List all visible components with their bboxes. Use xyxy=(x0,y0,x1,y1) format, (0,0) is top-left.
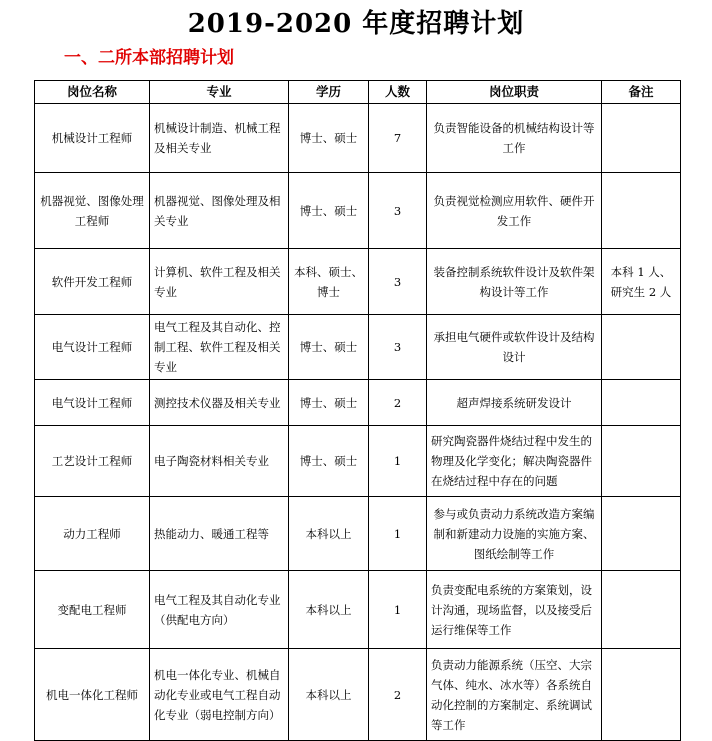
cell-education: 本科以上 xyxy=(289,649,369,741)
table-row xyxy=(35,173,681,249)
cell-note xyxy=(602,315,681,380)
cell-count: 2 xyxy=(369,649,427,741)
cell-position: 机电一体化工程师 xyxy=(35,649,150,741)
cell-note: 本科 1 人、研究生 2 人 xyxy=(602,249,681,315)
cell-education: 本科、硕士、博士 xyxy=(289,249,369,315)
recruitment-table xyxy=(34,80,681,741)
cell-major: 计算机、软件工程及相关专业 xyxy=(150,249,289,315)
cell-position: 电气设计工程师 xyxy=(35,380,150,426)
cell-duty: 承担电气硬件或软件设计及结构设计 xyxy=(427,315,602,380)
cell-education: 本科以上 xyxy=(289,571,369,649)
table-row xyxy=(35,380,681,426)
cell-count: 3 xyxy=(369,315,427,380)
cell-duty: 负责智能设备的机械结构设计等工作 xyxy=(427,104,602,173)
cell-note xyxy=(602,497,681,571)
table-row xyxy=(35,497,681,571)
cell-note xyxy=(602,649,681,741)
page-title: 2019-2020 年度招聘计划 xyxy=(187,9,525,39)
cell-note xyxy=(602,571,681,649)
header-education: 学历 xyxy=(289,81,369,104)
header-count: 人数 xyxy=(369,81,427,104)
cell-major: 机器视觉、图像处理及相关专业 xyxy=(150,173,289,249)
header-position: 岗位名称 xyxy=(35,81,150,104)
cell-count: 1 xyxy=(369,497,427,571)
cell-position: 工艺设计工程师 xyxy=(35,426,150,497)
cell-education: 博士、硕士 xyxy=(289,104,369,173)
cell-count: 3 xyxy=(369,249,427,315)
cell-count: 2 xyxy=(369,380,427,426)
section-heading: 一、二所本部招聘计划 xyxy=(64,48,234,68)
table-row xyxy=(35,104,681,173)
table-header-row xyxy=(35,81,681,104)
cell-note xyxy=(602,380,681,426)
cell-position: 变配电工程师 xyxy=(35,571,150,649)
cell-position: 动力工程师 xyxy=(35,497,150,571)
header-note: 备注 xyxy=(602,81,681,104)
cell-education: 本科以上 xyxy=(289,497,369,571)
cell-education: 博士、硕士 xyxy=(289,426,369,497)
cell-major: 电气工程及其自动化、控制工程、软件工程及相关专业 xyxy=(150,315,289,380)
cell-major: 测控技术仪器及相关专业 xyxy=(150,380,289,426)
cell-major: 机电一体化专业、机械自动化专业或电气工程自动化专业（弱电控制方向） xyxy=(150,649,289,741)
table-row xyxy=(35,249,681,315)
header-duty: 岗位职责 xyxy=(427,81,602,104)
cell-position: 机器视觉、图像处理工程师 xyxy=(35,173,150,249)
cell-position: 机械设计工程师 xyxy=(35,104,150,173)
table-row xyxy=(35,315,681,380)
table-row xyxy=(35,571,681,649)
cell-duty: 负责动力能源系统（压空、大宗气体、纯水、冰水等）各系统自动化控制的方案制定、系统调试等工作 xyxy=(427,649,602,741)
cell-duty: 超声焊接系统研发设计 xyxy=(427,380,602,426)
cell-note xyxy=(602,426,681,497)
cell-duty: 参与或负责动力系统改造方案编制和新建动力设施的实施方案、图纸绘制等工作 xyxy=(427,497,602,571)
cell-count: 7 xyxy=(369,104,427,173)
cell-count: 3 xyxy=(369,173,427,249)
cell-major: 热能动力、暖通工程等 xyxy=(150,497,289,571)
cell-position: 软件开发工程师 xyxy=(35,249,150,315)
cell-education: 博士、硕士 xyxy=(289,380,369,426)
cell-education: 博士、硕士 xyxy=(289,173,369,249)
cell-education: 博士、硕士 xyxy=(289,315,369,380)
table-row xyxy=(35,426,681,497)
cell-duty: 研究陶瓷器件烧结过程中发生的物理及化学变化；解决陶瓷器件在烧结过程中存在的问题 xyxy=(427,426,602,497)
cell-major: 电气工程及其自动化专业（供配电方向） xyxy=(150,571,289,649)
cell-major: 机械设计制造、机械工程及相关专业 xyxy=(150,104,289,173)
cell-count: 1 xyxy=(369,571,427,649)
cell-major: 电子陶瓷材料相关专业 xyxy=(150,426,289,497)
cell-duty: 负责变配电系统的方案策划，设计沟通，现场监督，以及接受后运行维保等工作 xyxy=(427,571,602,649)
table-row xyxy=(35,649,681,741)
cell-note xyxy=(602,104,681,173)
cell-note xyxy=(602,173,681,249)
cell-duty: 负责视觉检测应用软件、硬件开发工作 xyxy=(427,173,602,249)
header-major: 专业 xyxy=(150,81,289,104)
cell-count: 1 xyxy=(369,426,427,497)
cell-position: 电气设计工程师 xyxy=(35,315,150,380)
cell-duty: 装备控制系统软件设计及软件架构设计等工作 xyxy=(427,249,602,315)
